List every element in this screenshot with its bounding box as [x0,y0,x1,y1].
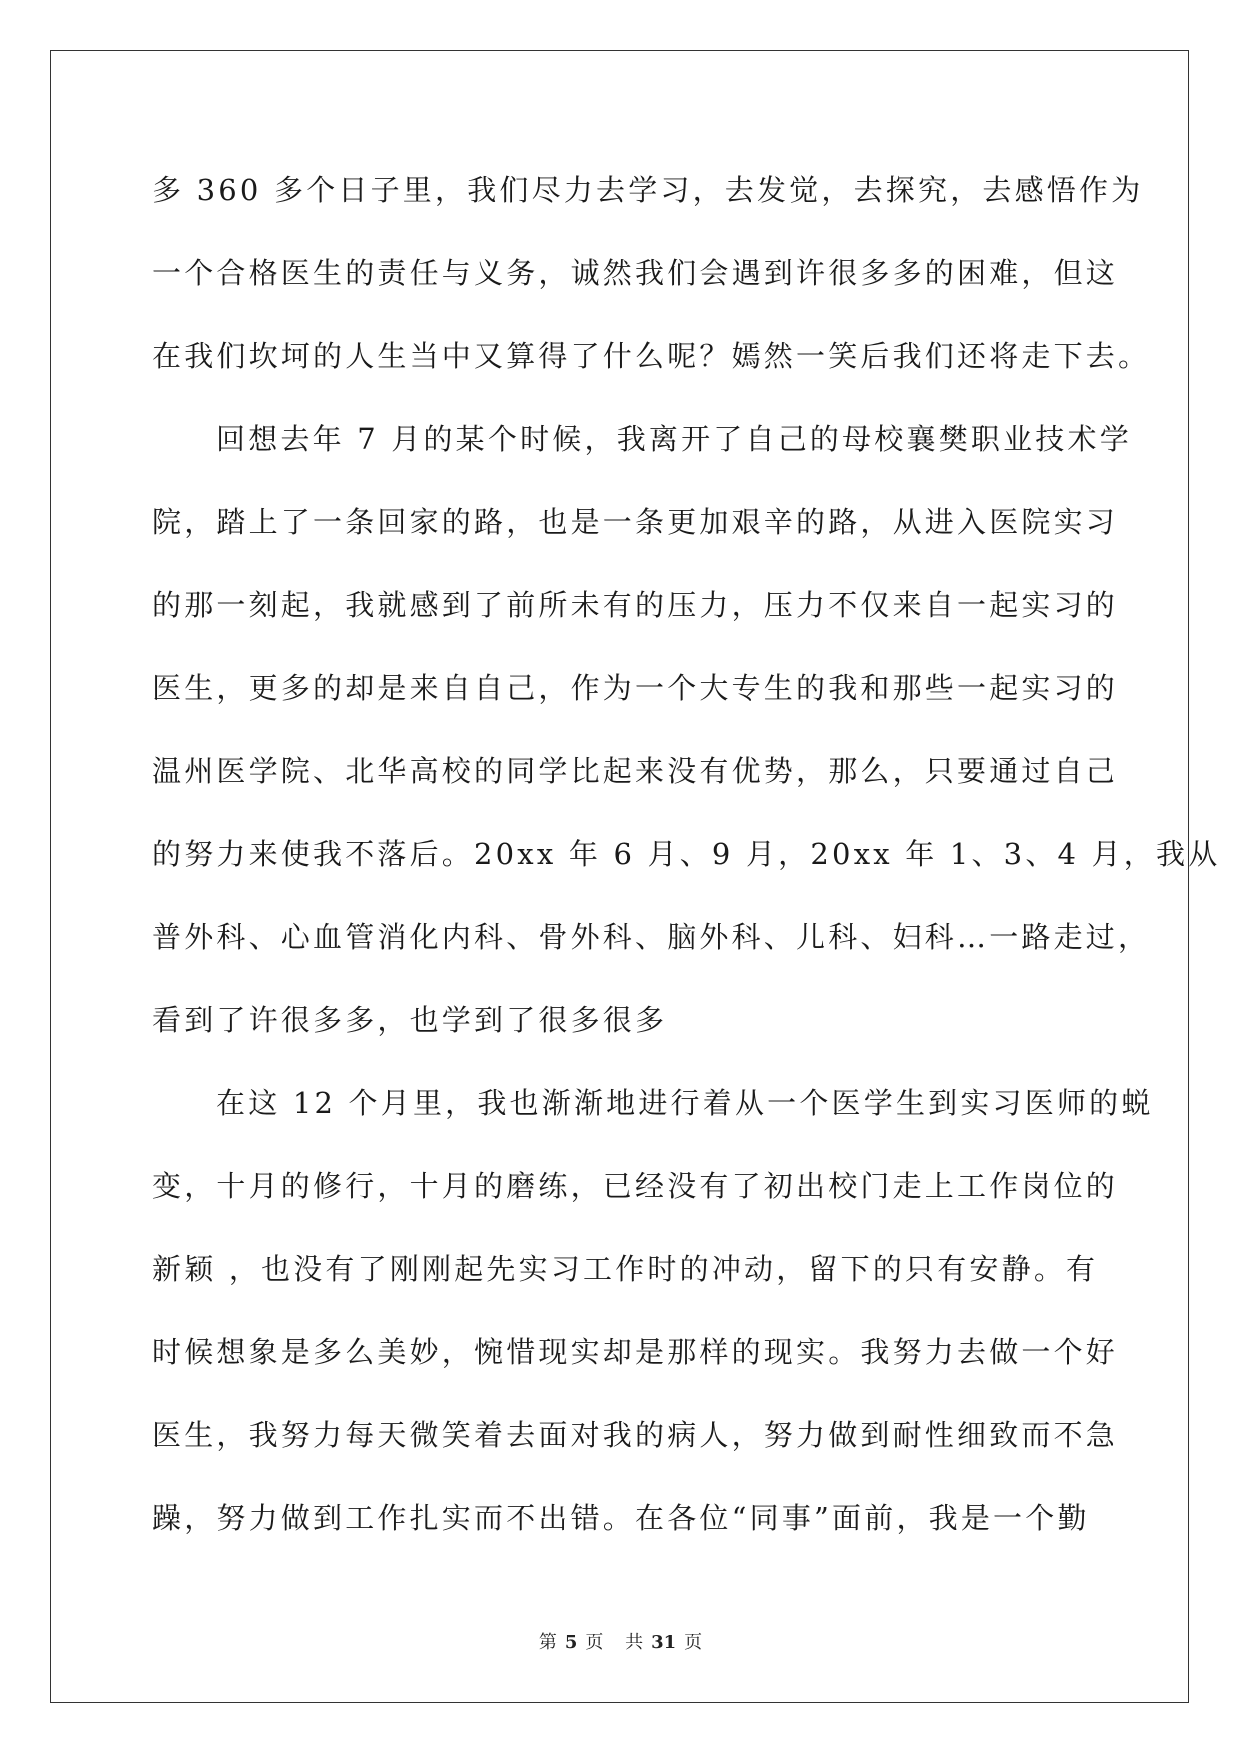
text-line: 时候想象是多么美妙，惋惜现实却是那样的现实。我努力去做一个好 [152,1335,1119,1369]
text-line: 在我们坎坷的人生当中又算得了什么呢？嫣然一笑后我们还将走下去。 [152,339,1151,373]
text-line: 的那一刻起，我就感到了前所未有的压力，压力不仅来自一起实习的 [152,588,1119,622]
text-line: 医生，我努力每天微笑着去面对我的病人，努力做到耐性细致而不急 [152,1418,1119,1452]
total-suffix: 页 [684,1632,703,1653]
page-total-group [621,1632,706,1653]
text-line: 多 360 多个日子里，我们尽力去学习，去发觉，去探究，去感悟作为 [152,173,1144,207]
document-body [152,155,1221,1566]
total-pages: 31 [651,1632,677,1653]
text-line: 普外科、心血管消化内科、骨外科、脑外科、儿科、妇科…一路走过， [152,920,1151,954]
page-suffix: 页 [585,1632,604,1653]
text-line: 一个合格医生的责任与义务，诚然我们会遇到许很多多的困难，但这 [152,256,1119,290]
page-number-group [535,1632,608,1653]
page-number: 5 [564,1632,578,1653]
text-line: 医生，更多的却是来自自己，作为一个大专生的我和那些一起实习的 [152,671,1119,705]
total-prefix: 共 [625,1632,644,1653]
text-line: 变，十月的修行，十月的磨练，已经没有了初出校门走上工作岗位的 [152,1169,1119,1203]
text-line: 躁，努力做到工作扎实而不出错。在各位“同事”面前，我是一个勤 [152,1501,1090,1535]
text-line: 看到了许很多多，也学到了很多很多 [152,1003,668,1037]
text-line: 温州医学院、北华高校的同学比起来没有优势，那么，只要通过自己 [152,754,1119,788]
text-line: 的努力来使我不落后。20xx 年 6 月、9 月，20xx 年 1、3、4 月，我从 [152,837,1221,871]
text-line: 院，踏上了一条回家的路，也是一条更加艰辛的路，从进入医院实习 [152,505,1119,539]
page-footer [0,1628,1241,1654]
text-line: 新颖 ，也没有了刚刚起先实习工作时的冲动，留下的只有安静。有 [152,1252,1099,1286]
page-prefix: 第 [538,1632,557,1653]
paragraph-start-line: 回想去年 7 月的某个时候，我离开了自己的母校襄樊职业技术学 [216,422,1132,456]
paragraph-start-line: 在这 12 个月里，我也渐渐地进行着从一个医学生到实习医师的蜕 [216,1086,1154,1120]
